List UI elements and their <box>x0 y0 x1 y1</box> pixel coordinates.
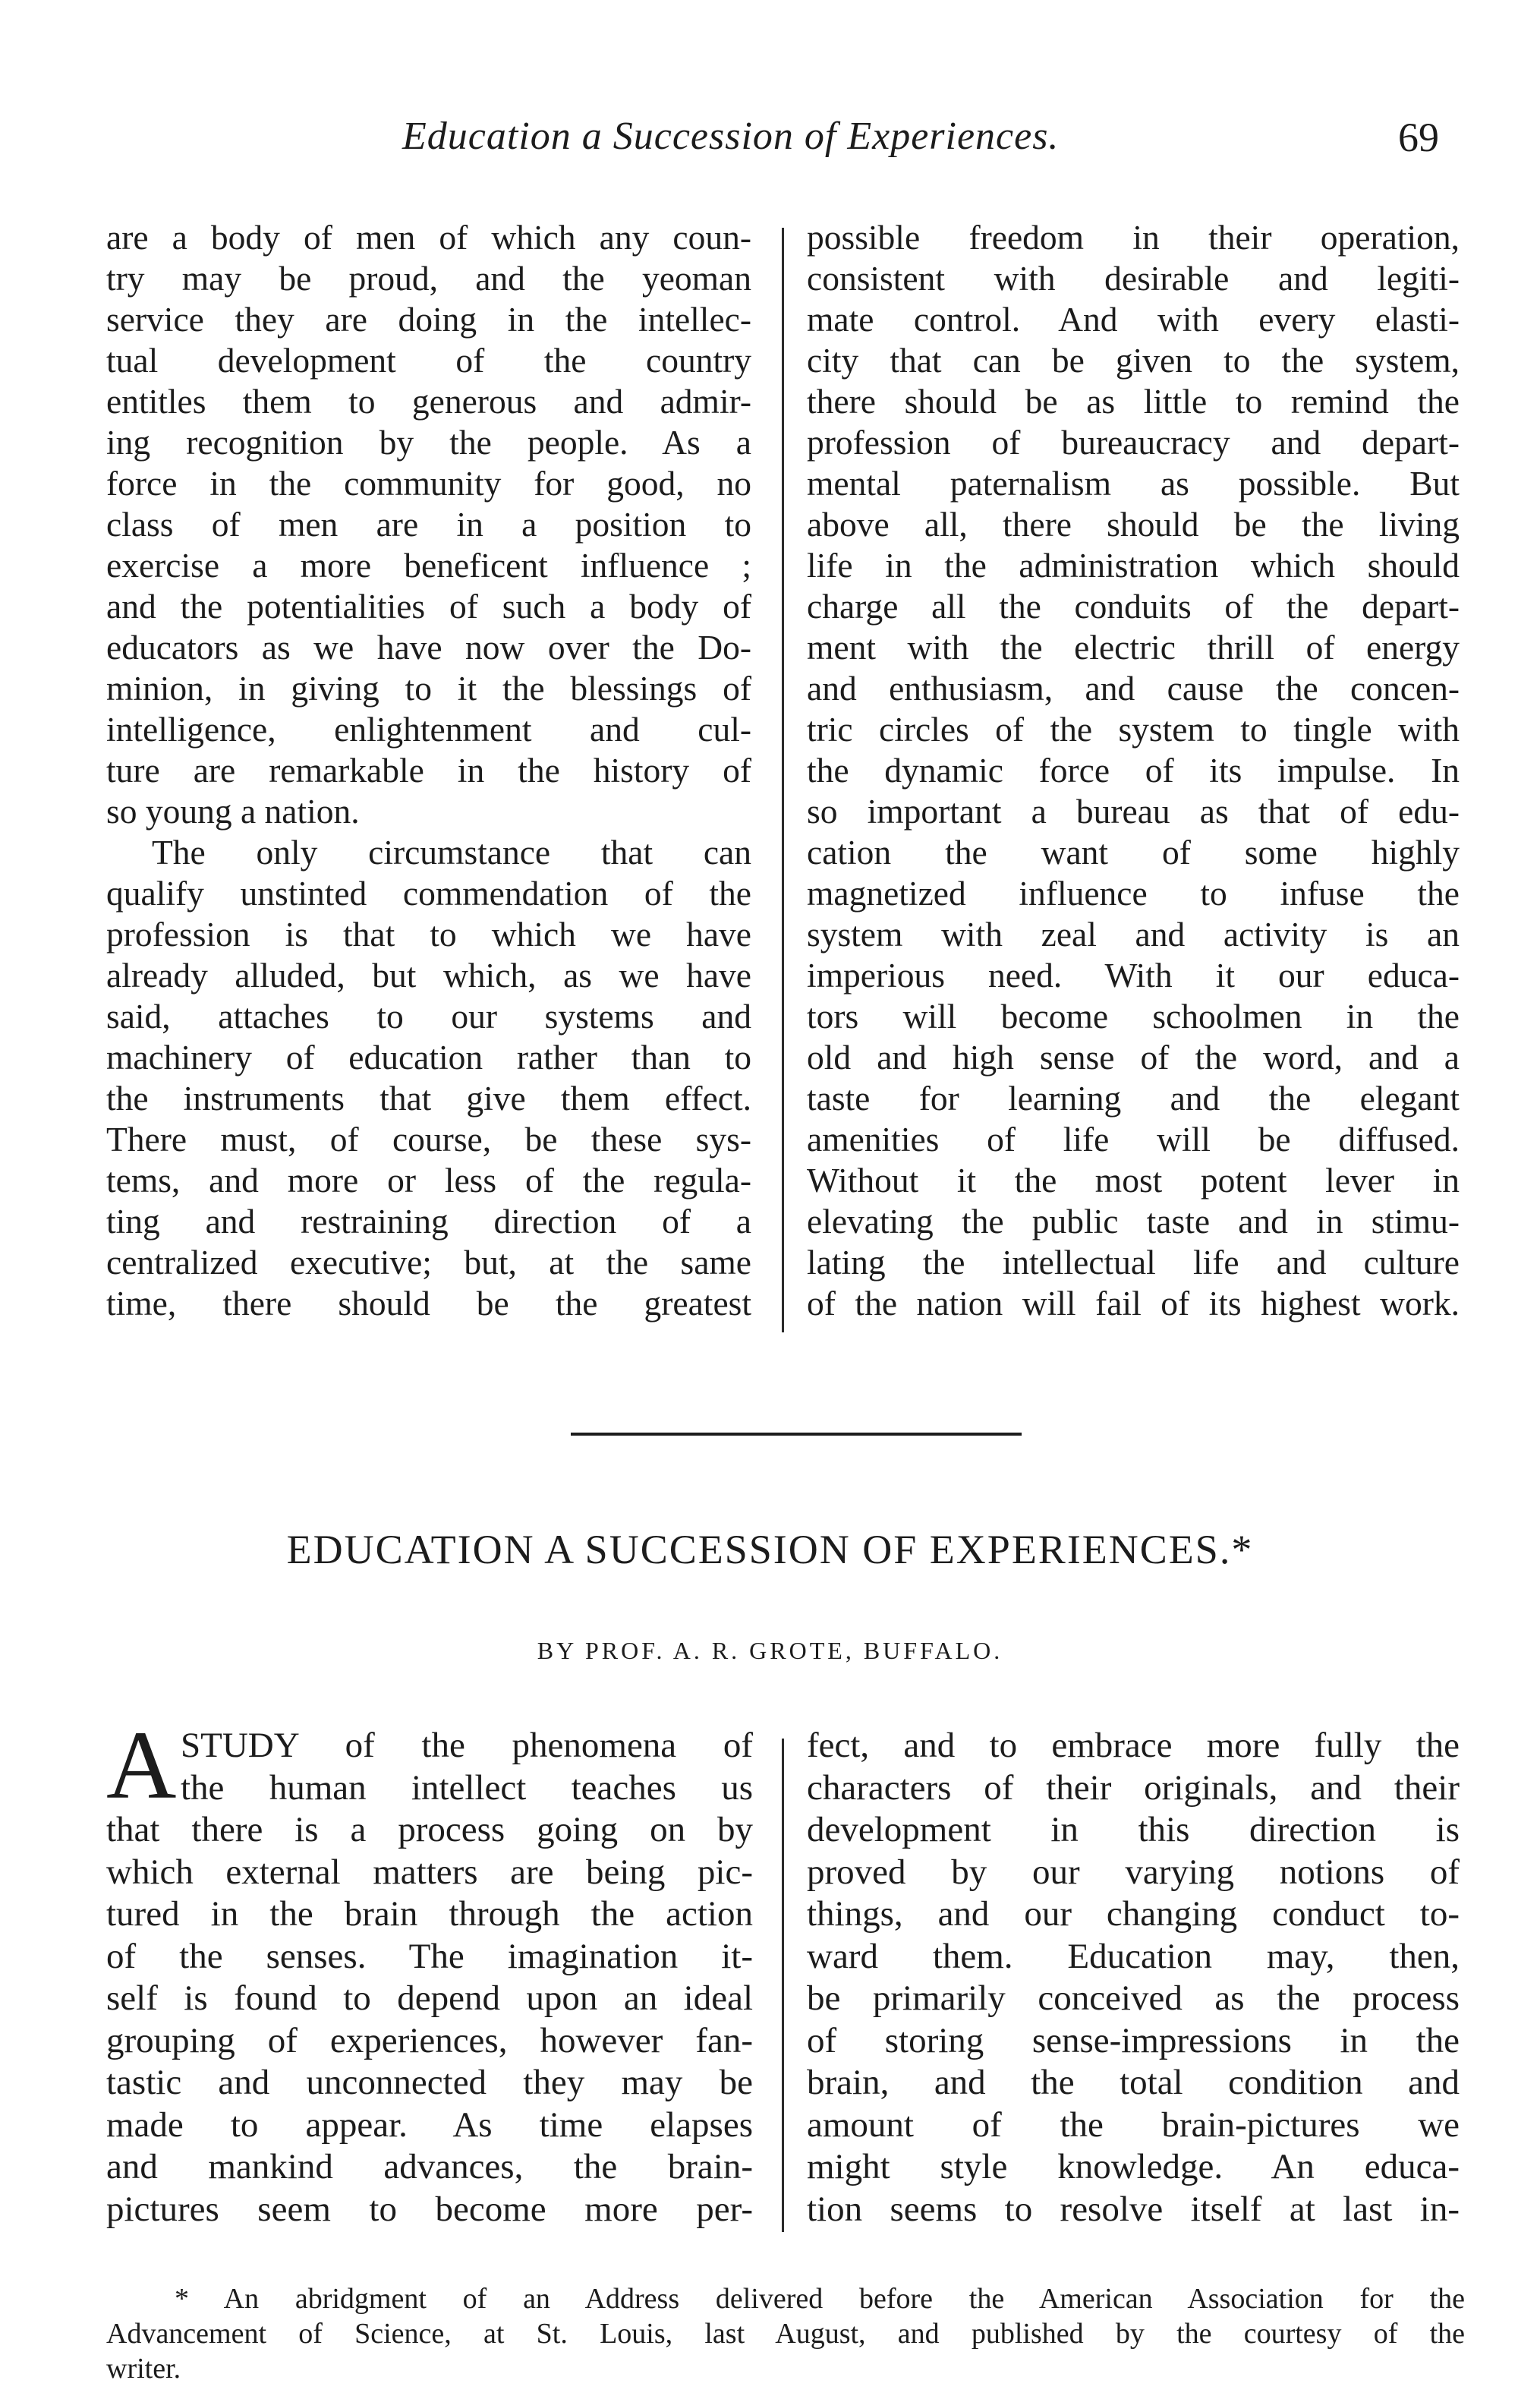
text-line: of storing sense-impressions in the <box>807 2020 1460 2060</box>
text-line: said, attaches to our systems and <box>106 997 751 1036</box>
article-right-column <box>807 1725 1460 2230</box>
text-line: of the nation will fail of its highest work. <box>807 1284 1460 1323</box>
text-line: time, there should be the greatest <box>106 1284 751 1323</box>
text-line: life in the administration which should <box>807 546 1460 585</box>
text-line: force in the community for good, no <box>106 464 751 503</box>
text-line: exercise a more beneficent influence ; <box>106 546 751 585</box>
text-line: STUDY of the phenomena of <box>181 1726 753 1765</box>
text-line: The only circumstance that can <box>152 833 751 872</box>
text-line: of the senses. The imagination it- <box>106 1936 753 1976</box>
running-head <box>0 114 1540 167</box>
text-line: qualify unstinted commendation of the <box>106 874 751 913</box>
text-line: intelligence, enlightenment and cul- <box>106 710 751 749</box>
text-line: amenities of life will be diffused. <box>807 1120 1460 1159</box>
text-line: educators as we have now over the Do- <box>106 628 751 667</box>
text-line: minion, in giving to it the blessings of <box>106 669 751 708</box>
text-line: which external matters are being pic- <box>106 1852 753 1892</box>
article-title: EDUCATION A SUCCESSION OF EXPERIENCES.* <box>286 1527 1254 1572</box>
text-line: self is found to depend upon an ideal <box>106 1978 753 2018</box>
text-line: there should be as little to remind the <box>807 382 1460 421</box>
text-line: imperious need. With it our educa- <box>807 956 1460 995</box>
text-line: things, and our changing conduct to- <box>807 1894 1460 1934</box>
text-line: There must, of course, be these sys- <box>106 1120 751 1159</box>
text-line: city that can be given to the system, <box>807 341 1460 380</box>
text-line: profession is that to which we have <box>106 915 751 954</box>
article-left-column <box>106 1711 753 2230</box>
text-line: pictures seem to become more per- <box>106 2189 753 2229</box>
text-line: the instruments that give them effect. <box>106 1079 751 1118</box>
text-line: consistent with desirable and legiti- <box>807 259 1460 298</box>
article-byline: BY PROF. A. R. GROTE, BUFFALO. <box>537 1637 1003 1664</box>
text-line: tric circles of the system to tingle with <box>807 710 1460 749</box>
text-line: old and high sense of the word, and a <box>807 1038 1460 1077</box>
text-line: try may be proud, and the yeoman <box>106 259 751 298</box>
text-line: tastic and unconnected they may be <box>106 2063 753 2102</box>
footnote-line: writer. <box>106 2353 181 2385</box>
running-title: Education a Succession of Experiences. <box>402 115 1060 158</box>
text-line: already alluded, but which, as we have <box>106 956 751 995</box>
text-line: machinery of education rather than to <box>106 1038 751 1077</box>
text-line: service they are doing in the intellec- <box>106 300 751 339</box>
text-line: centralized executive; but, at the same <box>106 1243 751 1282</box>
text-line: class of men are in a position to <box>106 505 751 544</box>
text-line: elevating the public taste and in stimu- <box>807 1202 1460 1241</box>
text-line: amount of the brain-pictures we <box>807 2104 1460 2145</box>
text-line: are a body of men of which any coun- <box>106 218 751 257</box>
text-line: profession of bureaucracy and depart- <box>807 423 1460 462</box>
text-line: tems, and more or less of the regula- <box>106 1161 751 1200</box>
text-line: brain, and the total condition and <box>807 2063 1460 2102</box>
text-line: might style knowledge. An educa- <box>807 2147 1460 2186</box>
text-line: proved by our varying notions of <box>807 1852 1460 1892</box>
text-line: ting and restraining direction of a <box>106 1202 751 1241</box>
text-line: tors will become schoolmen in the <box>807 997 1460 1036</box>
footnote-line: * An abridgment of an Address delivered before the American Association for the <box>175 2283 1465 2315</box>
previous-article-right-column <box>807 217 1460 1324</box>
text-line: possible freedom in their operation, <box>807 218 1460 257</box>
text-line: development in this direction is <box>807 1810 1460 1849</box>
text-line: ing recognition by the people. As a <box>106 423 751 462</box>
text-line: tion seems to resolve itself at last in- <box>807 2189 1460 2229</box>
text-line: ward them. Education may, then, <box>807 1936 1460 1976</box>
column-divider <box>782 228 784 1332</box>
text-line: Without it the most potent lever in <box>807 1161 1460 1200</box>
text-line: ture are remarkable in the history of <box>106 751 751 790</box>
text-line: so young a nation. <box>106 792 360 831</box>
text-line: cation the want of some highly <box>807 833 1460 872</box>
text-line: fect, and to embrace more fully the <box>807 1726 1460 1765</box>
text-line: made to appear. As time elapses <box>106 2104 753 2145</box>
text-line: the human intellect teaches us <box>181 1767 753 1808</box>
text-line: mate control. And with every elasti- <box>807 300 1460 339</box>
section-divider-rule <box>571 1433 1022 1436</box>
text-line: ment with the electric thrill of energy <box>807 628 1460 667</box>
text-line: so important a bureau as that of edu- <box>807 792 1460 831</box>
text-line: charge all the conduits of the depart- <box>807 587 1460 626</box>
footnote <box>106 2281 1465 2386</box>
text-line: taste for learning and the elegant <box>807 1079 1460 1118</box>
text-line: grouping of experiences, however fan- <box>106 2020 753 2060</box>
text-line: and the potentialities of such a body of <box>106 587 751 626</box>
text-line: characters of their originals, and their <box>807 1767 1460 1808</box>
text-line: above all, there should be the living <box>807 505 1460 544</box>
previous-article-left-column <box>106 217 751 1324</box>
text-line: that there is a process going on by <box>106 1810 753 1849</box>
text-line: be primarily conceived as the process <box>807 1978 1460 2018</box>
text-line: and mankind advances, the brain- <box>106 2147 753 2186</box>
text-line: entitles them to generous and admir- <box>106 382 751 421</box>
drop-cap: A <box>106 1711 177 1819</box>
text-line: tual development of the country <box>106 341 751 380</box>
footnote-line: Advancement of Science, at St. Louis, last August, and published by the courtesy of the <box>106 2318 1465 2350</box>
text-line: lating the intellectual life and culture <box>807 1243 1460 1282</box>
text-line: the dynamic force of its impulse. In <box>807 751 1460 790</box>
text-line: and enthusiasm, and cause the concen- <box>807 669 1460 708</box>
text-line: magnetized influence to infuse the <box>807 874 1460 913</box>
text-line: tured in the brain through the action <box>106 1894 753 1934</box>
page-number: 69 <box>1398 115 1439 160</box>
text-line: mental paternalism as possible. But <box>807 464 1460 503</box>
column-divider <box>782 1739 784 2232</box>
text-line: system with zeal and activity is an <box>807 915 1460 954</box>
